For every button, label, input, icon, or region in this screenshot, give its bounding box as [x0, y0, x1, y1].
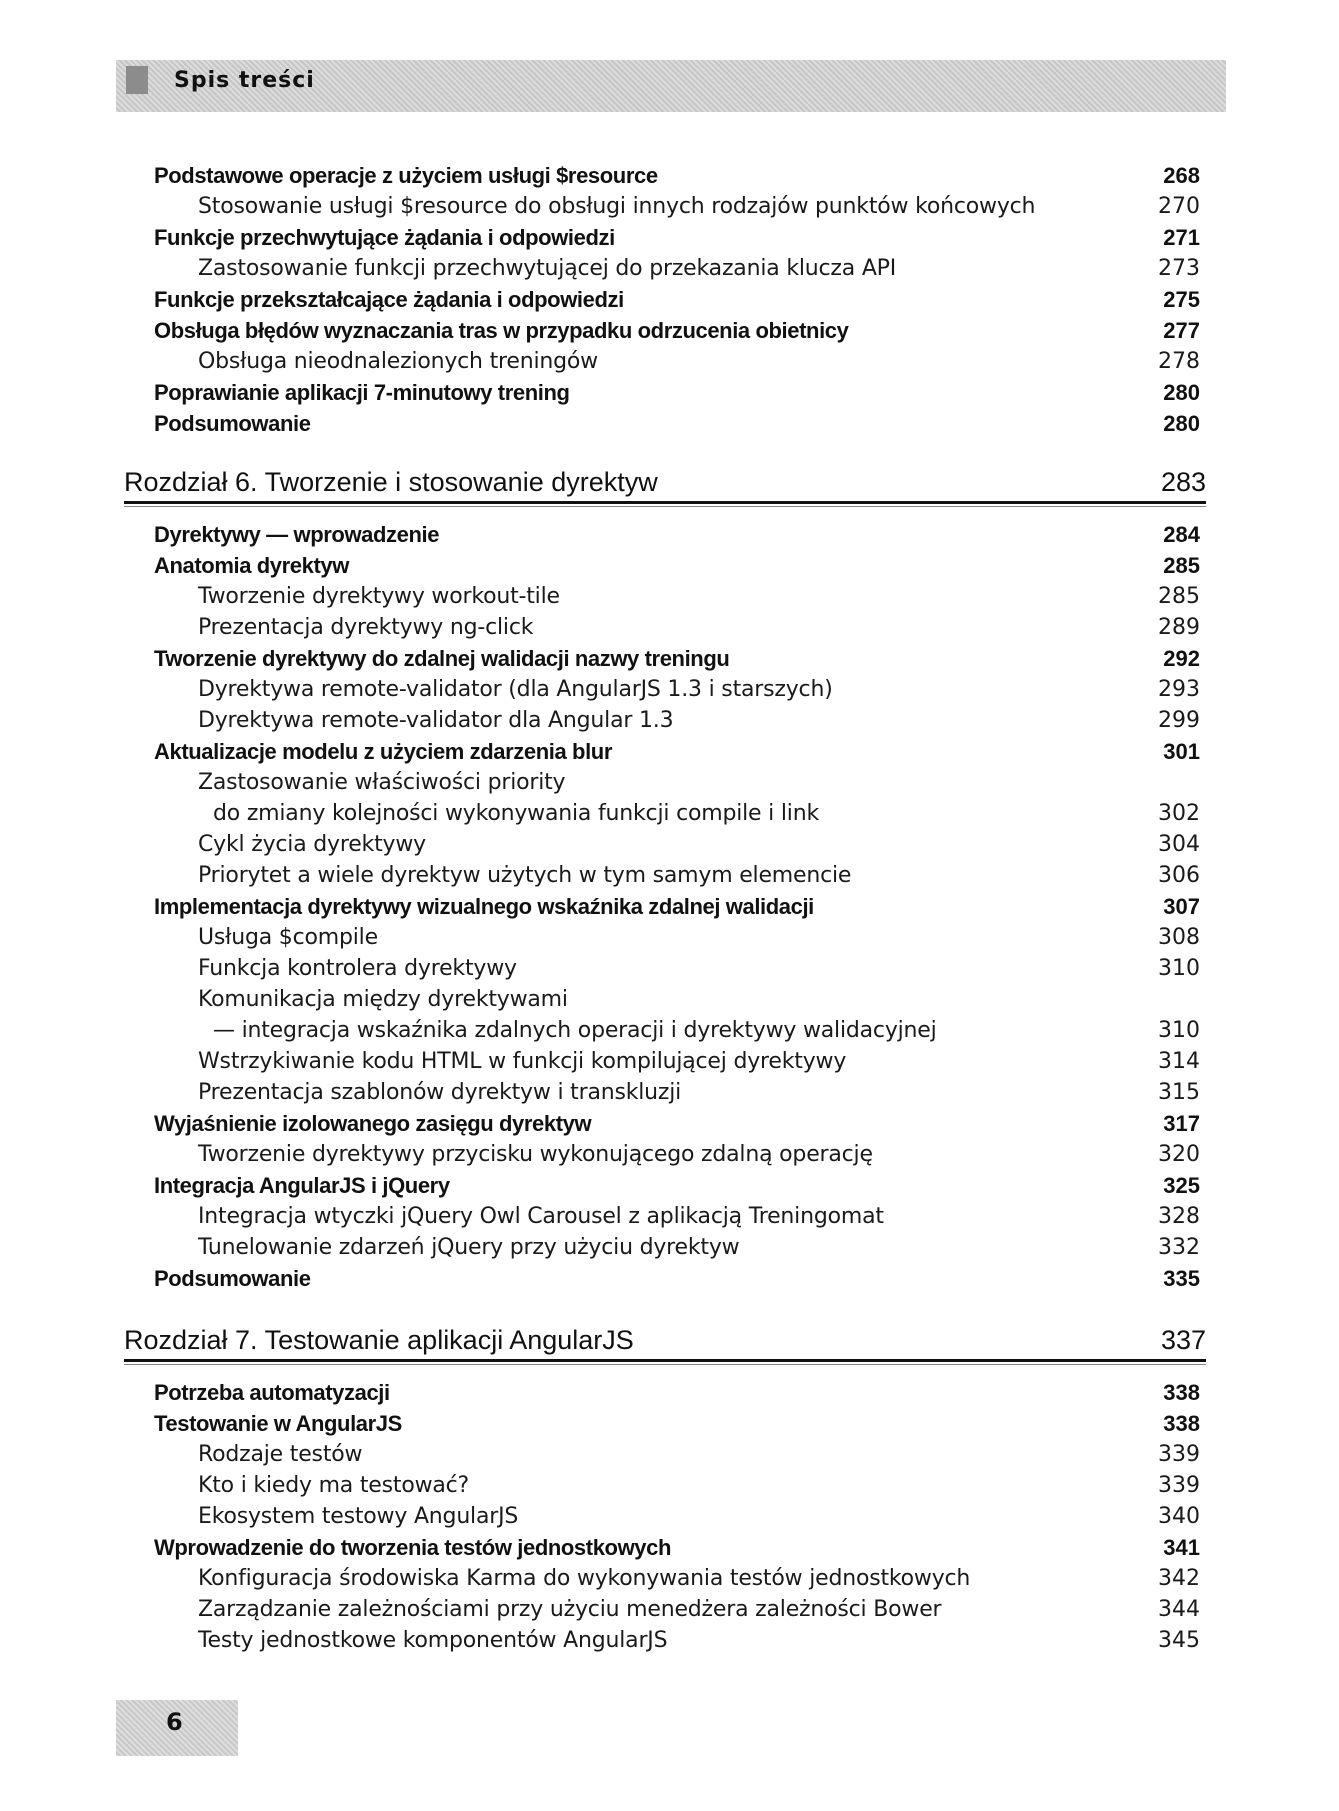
toc-entry-page: 271 [1163, 225, 1200, 250]
toc-entry-page: 339 [1158, 1473, 1200, 1498]
chapter-7-heading [124, 1320, 1206, 1360]
chapter-6-title: Rozdział 6. Tworzenie i stosowanie dyrektyw [124, 467, 658, 497]
toc-entry-page: 299 [1158, 708, 1200, 733]
toc-entry [0, 1501, 1339, 1532]
toc-entry [0, 829, 1339, 860]
toc-entry-page: 307 [1163, 894, 1200, 919]
toc-entry [0, 253, 1339, 284]
toc-entry [0, 315, 1339, 346]
toc-entry [0, 519, 1339, 550]
toc-entry [0, 284, 1339, 315]
toc-entry [0, 922, 1339, 953]
chapter-7-page: 337 [1160, 1325, 1206, 1355]
toc-entry [0, 408, 1339, 439]
toc-entry-page: 325 [1163, 1173, 1200, 1198]
toc-entry-title: Obsługa błędów wyznaczania tras w przypadku odrzucenia obietnicy [154, 318, 849, 343]
chapter-6-rule [124, 501, 1206, 504]
toc-entry-page: 293 [1158, 677, 1200, 702]
toc-entry [0, 346, 1339, 377]
toc-entry [0, 1046, 1339, 1077]
toc-entry [0, 1139, 1339, 1170]
toc-entry-title: Podsumowanie [154, 411, 311, 436]
chapter-7-rule-thin [124, 1364, 1206, 1365]
toc-entry-title: Konfiguracja środowiska Karma do wykonywania testów jednostkowych [198, 1566, 971, 1591]
toc-entry-page: 338 [1163, 1411, 1200, 1436]
toc-entry-page: 335 [1163, 1266, 1200, 1291]
toc-entry-title: Stosowanie usługi $resource do obsługi innych rodzajów punktów końcowych [198, 194, 1036, 219]
toc-entry-page: 270 [1158, 194, 1200, 219]
toc-entry [0, 643, 1339, 674]
chapter-6-page: 283 [1160, 467, 1206, 497]
toc-entry [0, 1232, 1339, 1263]
toc-entry-title: Dyrektywa remote-validator dla Angular 1.3 [198, 708, 674, 733]
toc-entry-page: 292 [1163, 646, 1200, 671]
toc-entry [0, 222, 1339, 253]
toc-entry [0, 1108, 1339, 1139]
toc-entry-title: Anatomia dyrektyw [154, 553, 349, 578]
toc-entry [0, 860, 1339, 891]
toc-entry-page: 344 [1158, 1597, 1200, 1622]
toc-entry-page: 289 [1158, 615, 1200, 640]
toc-entry-page: 302 [1158, 801, 1200, 826]
toc-entry-title: Tworzenie dyrektywy workout-tile [198, 584, 560, 609]
toc-entry-page: 342 [1158, 1566, 1200, 1591]
toc-entry-page: 280 [1163, 411, 1200, 436]
toc-entry-title: Implementacja dyrektywy wizualnego wskaźnika zdalnej walidacji [154, 894, 814, 919]
toc-entry-title: Komunikacja między dyrektywami [198, 987, 568, 1012]
toc-entry-title: Tworzenie dyrektywy do zdalnej walidacji nazwy treningu [154, 646, 730, 671]
toc-entry-title: Tworzenie dyrektywy przycisku wykonującego zdalną operację [198, 1142, 873, 1167]
toc-entry-title: Integracja AngularJS i jQuery [154, 1173, 450, 1198]
toc-entry-title: Obsługa nieodnalezionych treningów [198, 349, 598, 374]
toc-entry-title: Zarządzanie zależnościami przy użyciu menedżera zależności Bower [198, 1597, 942, 1622]
toc-entry-title: Poprawianie aplikacji 7-minutowy trening [154, 380, 570, 405]
toc-entry-title: Funkcje przekształcające żądania i odpowiedzi [154, 287, 624, 312]
toc-entry [0, 1201, 1339, 1232]
toc-entry-page: 341 [1163, 1535, 1200, 1560]
toc-entry [0, 1408, 1339, 1439]
toc-entry-title: Kto i kiedy ma testować? [198, 1473, 470, 1498]
toc-entry [0, 798, 1339, 829]
chapter-7-rule [124, 1359, 1206, 1362]
toc-entry-page: 285 [1163, 553, 1200, 578]
toc-entry-title: Dyrektywa remote-validator (dla AngularJS 1.3 i starszych) [198, 677, 833, 702]
toc-entry [0, 984, 1339, 1015]
page-number: 6 [166, 1708, 183, 1736]
toc-entry-title: Rodzaje testów [198, 1442, 363, 1467]
toc-entry-page: 332 [1158, 1235, 1200, 1260]
toc-entry-page: 304 [1158, 832, 1200, 857]
toc-entry-title: Tunelowanie zdarzeń jQuery przy użyciu dyrektyw [198, 1235, 740, 1260]
toc-entry-page: 314 [1158, 1049, 1200, 1074]
toc-entry [0, 767, 1339, 798]
toc-entry [0, 377, 1339, 408]
toc-entry-title: Prezentacja szablonów dyrektyw i transkluzji [198, 1080, 682, 1105]
toc-entry-title: do zmiany kolejności wykonywania funkcji compile i link [213, 801, 819, 826]
toc-entry-page: 284 [1163, 522, 1200, 547]
toc-entry-title: Prezentacja dyrektywy ng-click [198, 615, 534, 640]
toc-entry-page: 280 [1163, 380, 1200, 405]
toc-entry-page: 273 [1158, 256, 1200, 281]
toc-entry-title: Funkcje przechwytujące żądania i odpowiedzi [154, 225, 615, 250]
toc-entry-title: Cykl życia dyrektywy [198, 832, 426, 857]
toc-entry [0, 953, 1339, 984]
toc-entry [0, 674, 1339, 705]
toc-entry-page: 345 [1158, 1628, 1200, 1653]
toc-entry-page: 278 [1158, 349, 1200, 374]
toc-entry-page: 275 [1163, 287, 1200, 312]
toc-entry [0, 1563, 1339, 1594]
toc-entry-page: 310 [1158, 956, 1200, 981]
toc-entry-page: 339 [1158, 1442, 1200, 1467]
chapter-6-heading [124, 462, 1206, 502]
toc-entry-page: 308 [1158, 925, 1200, 950]
toc-entry-page: 268 [1163, 163, 1200, 188]
toc-entry-page: 328 [1158, 1204, 1200, 1229]
toc-entry-title: Integracja wtyczki jQuery Owl Carousel z aplikacją Treningomat [198, 1204, 884, 1229]
toc-entry [0, 1532, 1339, 1563]
toc-entry-title: Priorytet a wiele dyrektyw użytych w tym samym elemencie [198, 863, 852, 888]
toc-entry-page: 306 [1158, 863, 1200, 888]
toc-entry [0, 1015, 1339, 1046]
toc-entry-page: 317 [1163, 1111, 1200, 1136]
toc-entry [0, 1377, 1339, 1408]
toc-entry [0, 612, 1339, 643]
toc-entry [0, 1625, 1339, 1656]
toc-entry-page: 285 [1158, 584, 1200, 609]
toc-entry-title: Wprowadzenie do tworzenia testów jednostkowych [154, 1535, 671, 1560]
toc-entry [0, 550, 1339, 581]
toc-entry-title: Wstrzykiwanie kodu HTML w funkcji kompilującej dyrektywy [198, 1049, 847, 1074]
toc-entry [0, 1594, 1339, 1625]
toc-entry-page: 310 [1158, 1018, 1200, 1043]
toc-entry [0, 891, 1339, 922]
toc-entry-title: — integracja wskaźnika zdalnych operacji i dyrektywy walidacyjnej [213, 1018, 937, 1043]
toc-entry [0, 1263, 1339, 1294]
toc-entry-title: Podsumowanie [154, 1266, 311, 1291]
toc-entry-page: 277 [1163, 318, 1200, 343]
toc-entry-title: Usługa $compile [198, 925, 378, 950]
toc-entry [0, 736, 1339, 767]
toc-entry-title: Dyrektywy — wprowadzenie [154, 522, 440, 547]
toc-entry-title: Zastosowanie funkcji przechwytującej do przekazania klucza API [198, 256, 897, 281]
running-header-title: Spis treści [174, 68, 315, 93]
toc-entry [0, 1077, 1339, 1108]
toc-entry [0, 1170, 1339, 1201]
toc-entry-title: Zastosowanie właściwości priority [198, 770, 566, 795]
toc-entry-title: Wyjaśnienie izolowanego zasięgu dyrektyw [154, 1111, 592, 1136]
toc-entry [0, 160, 1339, 191]
toc-entry-title: Testy jednostkowe komponentów AngularJS [198, 1628, 668, 1653]
toc-entry-title: Ekosystem testowy AngularJS [198, 1504, 519, 1529]
toc-entry-title: Potrzeba automatyzacji [154, 1380, 390, 1405]
toc-entry [0, 1470, 1339, 1501]
toc-entry-page: 340 [1158, 1504, 1200, 1529]
toc-entry-page: 338 [1163, 1380, 1200, 1405]
toc-entry-title: Podstawowe operacje z użyciem usługi $resource [154, 163, 658, 188]
toc-entry-page: 315 [1158, 1080, 1200, 1105]
toc-entry-page: 320 [1158, 1142, 1200, 1167]
chapter-7-title: Rozdział 7. Testowanie aplikacji AngularJS [124, 1325, 634, 1355]
toc-entry-page: 301 [1163, 739, 1200, 764]
toc-entry [0, 705, 1339, 736]
toc-entry-title: Aktualizacje modelu z użyciem zdarzenia blur [154, 739, 612, 764]
toc-entry-title: Funkcja kontrolera dyrektywy [198, 956, 517, 981]
toc-entry [0, 191, 1339, 222]
toc-entry [0, 1439, 1339, 1470]
chapter-6-rule-thin [124, 506, 1206, 507]
toc-entry [0, 581, 1339, 612]
header-square-icon [126, 66, 148, 94]
toc-entry-title: Testowanie w AngularJS [154, 1411, 402, 1436]
